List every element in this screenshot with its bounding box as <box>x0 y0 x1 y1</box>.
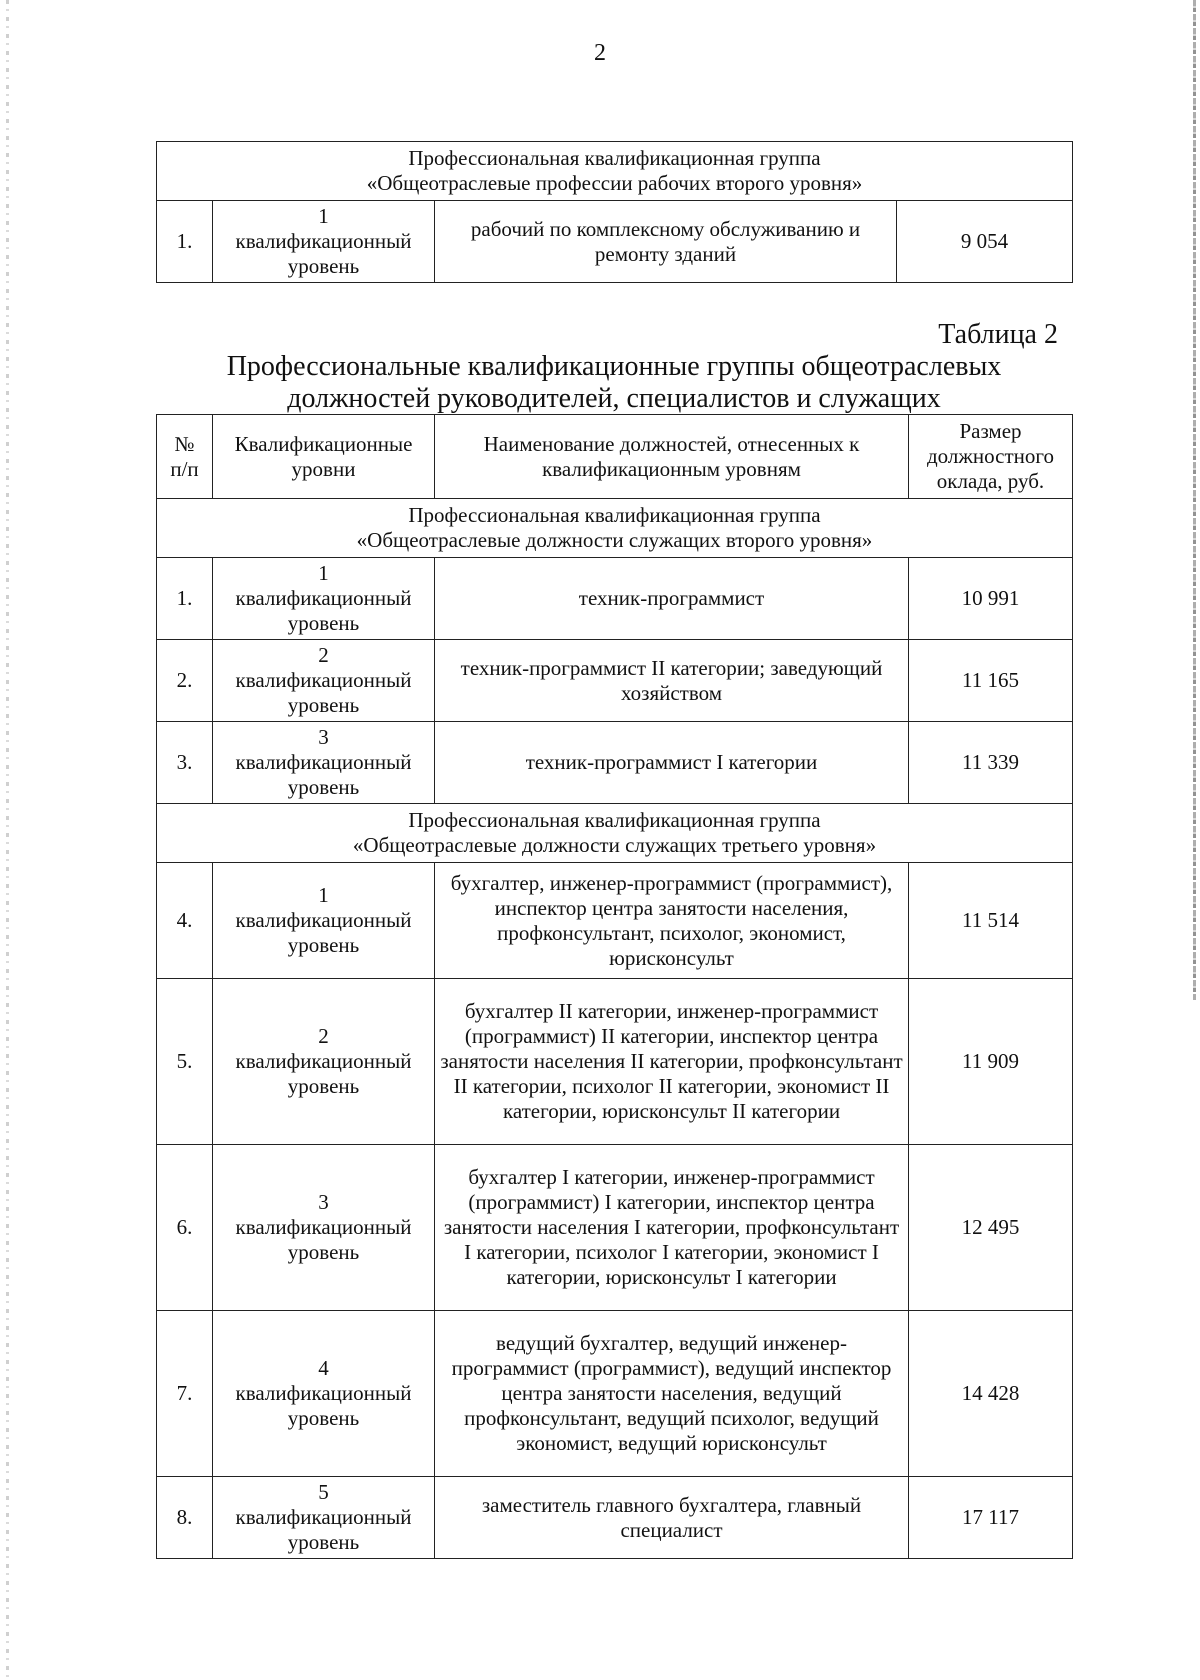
table-2-caption <box>156 351 1072 415</box>
table-row <box>157 1311 1073 1477</box>
group-title <box>157 804 1073 863</box>
level-word2: уровень <box>287 1074 360 1098</box>
position-cell: техник-программист II категории; заведующий хозяйством <box>435 640 909 722</box>
table-2 <box>156 414 1073 1559</box>
level-word1: квалификационный <box>235 1215 412 1239</box>
salary-cell: 9 054 <box>897 201 1073 283</box>
table-2-label: Таблица 2 <box>938 319 1058 350</box>
position-cell: бухгалтер, инженер-программист (программист), инспектор центра занятости населения, профконсультант, психолог, экономист, юрисконсульт <box>435 863 909 979</box>
position-cell: заместитель главного бухгалтера, главный специалист <box>435 1477 909 1559</box>
group-title-line2: «Общеотраслевые должности служащих второго уровня» <box>356 528 873 552</box>
level-cell <box>213 863 435 979</box>
level-number: 4 <box>318 1356 329 1380</box>
table-1-continuation <box>156 141 1073 283</box>
level-cell <box>213 558 435 640</box>
level-word2: уровень <box>287 1406 360 1430</box>
group-title-line1: Профессиональная квалификационная группа <box>408 146 821 170</box>
row-number: 2. <box>157 640 213 722</box>
row-number: 7. <box>157 1311 213 1477</box>
caption-line2: должностей руководителей, специалистов и служащих <box>287 383 941 414</box>
table-row <box>157 979 1073 1145</box>
salary-cell: 10 991 <box>909 558 1073 640</box>
level-cell <box>213 1145 435 1311</box>
page-number: 2 <box>594 40 606 66</box>
header-position: Наименование должностей, отнесенных к квалификационным уровням <box>435 415 909 499</box>
table-row <box>157 1145 1073 1311</box>
row-number: 6. <box>157 1145 213 1311</box>
level-cell <box>213 722 435 804</box>
row-number: 5. <box>157 979 213 1145</box>
level-word2: уровень <box>287 933 360 957</box>
group-title-line2: «Общеотраслевые должности служащих третьего уровня» <box>352 833 877 857</box>
row-number: 1. <box>157 201 213 283</box>
level-word1: квалификационный <box>235 1049 412 1073</box>
header-num-line1: № <box>174 431 195 456</box>
level-word1: квалификационный <box>235 586 412 610</box>
level-cell <box>213 640 435 722</box>
level-word2: уровень <box>287 775 360 799</box>
level-number: 3 <box>318 1190 329 1214</box>
header-num-line2: п/п <box>170 456 199 481</box>
level-number: 5 <box>318 1480 329 1504</box>
salary-cell: 11 339 <box>909 722 1073 804</box>
scan-edge-right <box>1193 0 1196 1000</box>
row-number: 4. <box>157 863 213 979</box>
level-word2: уровень <box>287 1530 360 1554</box>
scan-edge-left <box>6 0 9 1680</box>
position-cell: ведущий бухгалтер, ведущий инженер-программист (программист), ведущий инспектор центра занятости населения, ведущий профконсультант, ведущий психолог, ведущий экономист, ведущий юрисконсульт <box>435 1311 909 1477</box>
row-number: 3. <box>157 722 213 804</box>
level-word2: уровень <box>287 254 360 278</box>
level-word1: квалификационный <box>235 908 412 932</box>
level-word2: уровень <box>287 693 360 717</box>
level-number: 3 <box>318 725 329 749</box>
row-number: 8. <box>157 1477 213 1559</box>
position-cell: техник-программист <box>435 558 909 640</box>
table-header-row <box>157 415 1073 499</box>
table-row <box>157 722 1073 804</box>
level-cell <box>213 979 435 1145</box>
header-salary: Размер должностного оклада, руб. <box>909 415 1073 499</box>
level-word2: уровень <box>287 1240 360 1264</box>
salary-cell: 11 514 <box>909 863 1073 979</box>
level-word1: квалификационный <box>235 1505 412 1529</box>
position-cell: рабочий по комплексному обслуживанию и ремонту зданий <box>435 201 897 283</box>
salary-cell: 12 495 <box>909 1145 1073 1311</box>
table-row <box>157 558 1073 640</box>
table-row <box>157 640 1073 722</box>
salary-cell: 11 165 <box>909 640 1073 722</box>
table-row <box>157 863 1073 979</box>
level-word1: квалификационный <box>235 229 412 253</box>
group-title-line2: «Общеотраслевые профессии рабочих второго уровня» <box>366 171 863 195</box>
position-cell: бухгалтер II категории, инженер-программист (программист) II категории, инспектор центра занятости населения II категории, профконсультант II категории, психолог II категории, экономист II категории, юрисконсульт II категории <box>435 979 909 1145</box>
level-word1: квалификационный <box>235 1381 412 1405</box>
level-cell <box>213 201 435 283</box>
salary-cell: 17 117 <box>909 1477 1073 1559</box>
group-title-line1: Профессиональная квалификационная группа <box>408 503 821 527</box>
level-cell <box>213 1477 435 1559</box>
header-num <box>157 415 213 499</box>
group-title <box>157 142 1073 201</box>
caption-line1: Профессиональные квалификационные группы общеотраслевых <box>226 351 1002 382</box>
group-row-1 <box>157 499 1073 558</box>
group-title <box>157 499 1073 558</box>
level-word1: квалификационный <box>235 668 412 692</box>
level-number: 1 <box>318 561 329 585</box>
level-word2: уровень <box>287 611 360 635</box>
header-level: Квалификационные уровни <box>213 415 435 499</box>
position-cell: бухгалтер I категории, инженер-программист (программист) I категории, инспектор центра занятости населения I категории, профконсультант I категории, психолог I категории, экономист I категории, юрисконсульт I категории <box>435 1145 909 1311</box>
level-number: 2 <box>318 643 329 667</box>
table-row <box>157 1477 1073 1559</box>
level-word1: квалификационный <box>235 750 412 774</box>
level-number: 1 <box>318 883 329 907</box>
group-row-2 <box>157 804 1073 863</box>
salary-cell: 14 428 <box>909 1311 1073 1477</box>
table-1-group-row <box>157 142 1073 201</box>
level-cell <box>213 1311 435 1477</box>
salary-cell: 11 909 <box>909 979 1073 1145</box>
table-row <box>157 201 1073 283</box>
level-number: 1 <box>318 204 329 228</box>
level-number: 2 <box>318 1024 329 1048</box>
group-title-line1: Профессиональная квалификационная группа <box>408 808 821 832</box>
row-number: 1. <box>157 558 213 640</box>
position-cell: техник-программист I категории <box>435 722 909 804</box>
